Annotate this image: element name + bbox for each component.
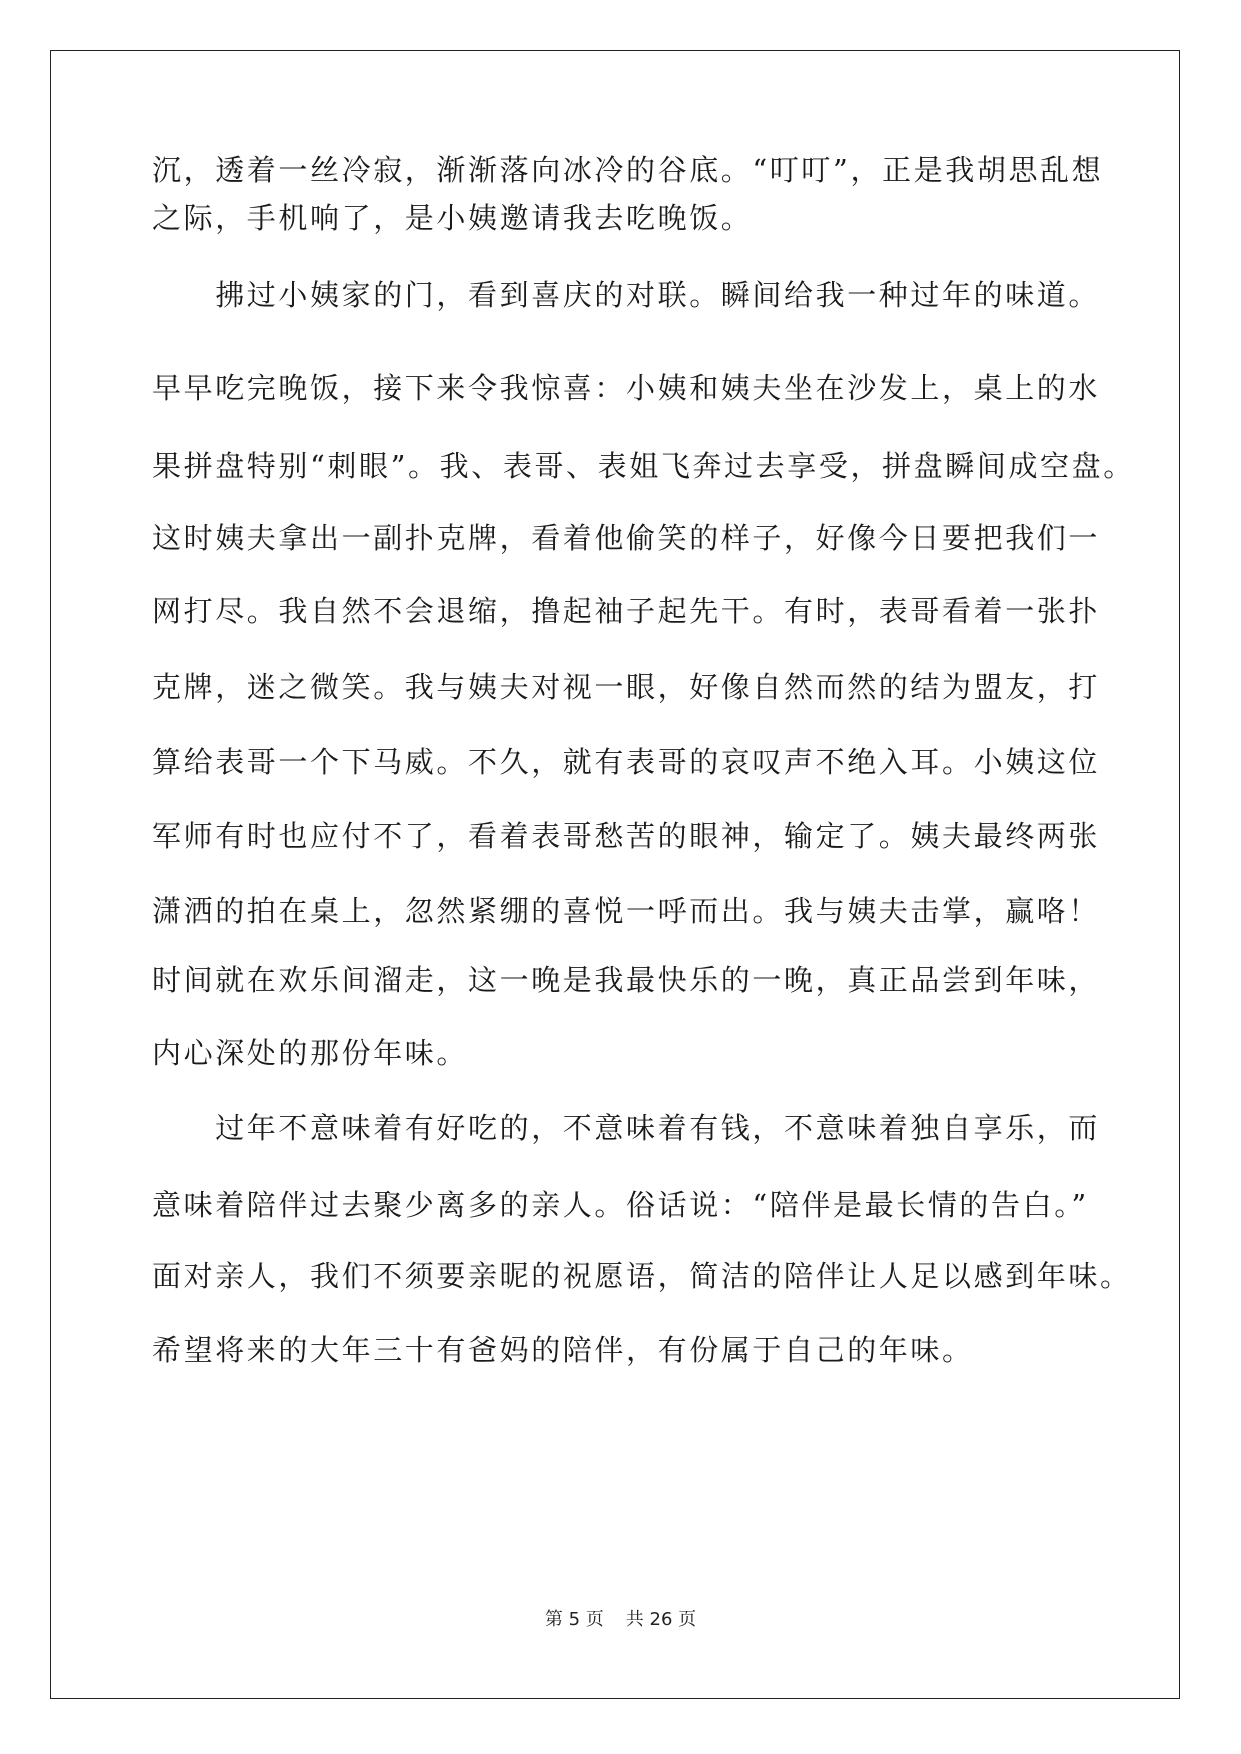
text-line: 潇洒的拍在桌上，忽然紧绷的喜悦一呼而出。我与姨夫击掌，赢咯！ xyxy=(152,894,1101,928)
text-line: 之际，手机响了，是小姨邀请我去吃晚饭。 xyxy=(152,201,753,235)
text-line: 果拼盘特别“刺眼”。我、表哥、表姐飞奔过去享受，拼盘瞬间成空盘。 xyxy=(152,449,1135,483)
page-number: 第 5 页 xyxy=(544,1609,604,1630)
text-line: 面对亲人，我们不须要亲昵的祝愿语，简洁的陪伴让人足以感到年味。 xyxy=(152,1259,1132,1293)
text-line: 意味着陪伴过去聚少离多的亲人。俗话说：“陪伴是最长情的告白。” xyxy=(152,1188,1089,1222)
page-total: 共 26 页 xyxy=(625,1609,697,1630)
paragraph-start-line: 拂过小姨家的门，看到喜庆的对联。瞬间给我一种过年的味道。 xyxy=(152,278,1101,312)
text-line: 时间就在欢乐间溜走，这一晚是我最快乐的一晚，真正品尝到年味， xyxy=(152,963,1101,997)
text-line: 这时姨夫拿出一副扑克牌，看着他偷笑的样子，好像今日要把我们一 xyxy=(152,521,1101,555)
text-line: 军师有时也应付不了，看着表哥愁苦的眼神，输定了。姨夫最终两张 xyxy=(152,819,1101,853)
text-line: 克牌，迷之微笑。我与姨夫对视一眼，好像自然而然的结为盟友，打 xyxy=(152,670,1101,704)
text-line: 早早吃完晚饭，接下来令我惊喜：小姨和姨夫坐在沙发上，桌上的水 xyxy=(152,371,1101,405)
text-line: 内心深处的那份年味。 xyxy=(152,1036,469,1070)
paragraph-start-line: 过年不意味着有好吃的，不意味着有钱，不意味着独自享乐，而 xyxy=(152,1111,1101,1145)
text-line: 算给表哥一个下马威。不久，就有表哥的哀叹声不绝入耳。小姨这位 xyxy=(152,745,1101,779)
text-line: 希望将来的大年三十有爸妈的陪伴，有份属于自己的年味。 xyxy=(152,1333,974,1367)
page-footer xyxy=(0,1608,1241,1632)
text-line: 网打尽。我自然不会退缩，撸起袖子起先干。有时，表哥看着一张扑 xyxy=(152,594,1101,628)
text-line: 沉，透着一丝冷寂，渐渐落向冰冷的谷底。“叮叮”，正是我胡思乱想 xyxy=(152,153,1104,187)
